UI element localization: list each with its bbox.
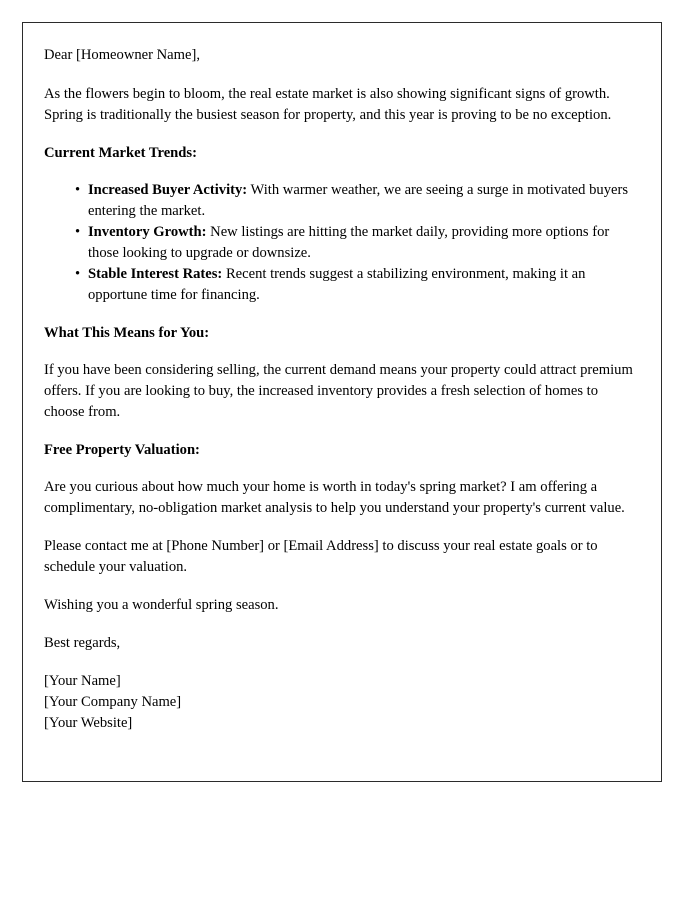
market-trends-list xyxy=(44,180,637,306)
signature-name: [Your Name] xyxy=(44,673,121,689)
valuation-paragraph: Are you curious about how much your home is worth in today's spring market? I am offering a complimentary, no-obligation market analysis to help you understand your property's current value. xyxy=(44,479,625,516)
list-item-lead-in: Inventory Growth: xyxy=(88,224,207,240)
bullet-icon: • xyxy=(75,266,81,282)
list-item xyxy=(75,222,637,264)
list-item-text: With warmer weather, we are seeing a surge in motivated buyers entering the market. xyxy=(88,182,629,219)
sign-off: Best regards, xyxy=(44,635,121,651)
intro-paragraph: As the flowers begin to bloom, the real estate market is also showing significant signs of growth. Spring is traditionally the busiest season for property, and this year is proving to be no exception. xyxy=(44,86,612,123)
list-item-lead-in: Stable Interest Rates: xyxy=(88,266,223,282)
list-item-lead-in: Increased Buyer Activity: xyxy=(88,182,248,198)
salutation: Dear [Homeowner Name], xyxy=(44,47,200,63)
contact-paragraph: Please contact me at [Phone Number] or [Email Address] to discuss your real estate goals or to schedule your valuation. xyxy=(44,538,598,575)
signature-company: [Your Company Name] xyxy=(44,694,182,710)
list-item-text: New listings are hitting the market daily, providing more options for those looking to upgrade or downsize. xyxy=(88,224,610,261)
bullet-icon: • xyxy=(75,182,81,198)
list-item xyxy=(75,180,637,222)
list-item-text: Recent trends suggest a stabilizing environment, making it an opportune time for financing. xyxy=(88,266,586,303)
current-market-trends-heading: Current Market Trends: xyxy=(44,145,197,161)
list-item xyxy=(75,264,637,306)
what-this-means-heading: What This Means for You: xyxy=(44,325,210,341)
free-property-valuation-heading: Free Property Valuation: xyxy=(44,442,200,458)
what-this-means-paragraph: If you have been considering selling, the current demand means your property could attract premium offers. If you are looking to buy, the increased inventory provides a fresh selection of homes to choose from. xyxy=(44,362,633,420)
letter-body xyxy=(23,23,661,734)
letter-frame xyxy=(22,22,662,782)
signature-block xyxy=(44,671,637,734)
closing-wish: Wishing you a wonderful spring season. xyxy=(44,597,279,613)
bullet-icon: • xyxy=(75,224,81,240)
signature-website: [Your Website] xyxy=(44,715,133,731)
